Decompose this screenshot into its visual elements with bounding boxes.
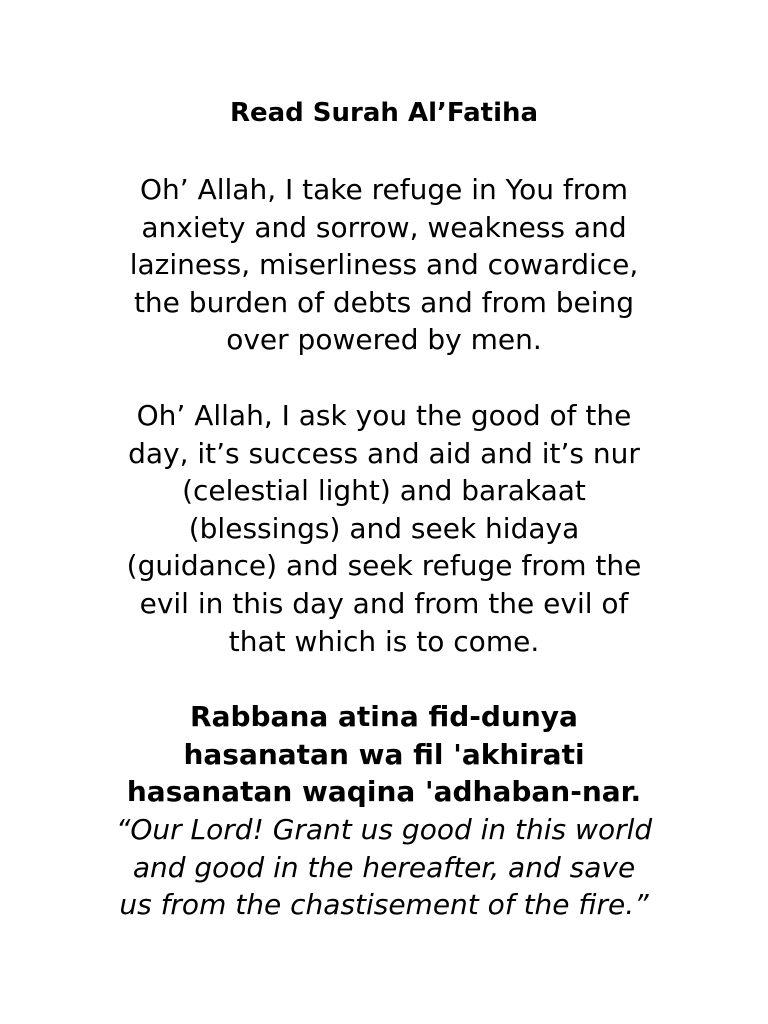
dua-translation: “Our Lord! Grant us good in this world and good in the hereafter, and save us from the chastisement of the fire.” [115,813,653,922]
morning-supplication-paragraph: Oh’ Allah, I ask you the good of the day, it’s success and aid and it’s nur (celestial light) and barakaat (blessings) and seek hidaya (guidance) and seek refuge from the evil in this day and from the evil of that which is to come. [126,399,642,658]
page-title: Read Surah Al’Fatiha [229,98,539,128]
dua-transliteration: Rabbana atina fid-dunya hasanatan wa fil 'akhirati hasanatan waqina 'adhaban-nar. [126,700,642,809]
refuge-paragraph: Oh’ Allah, I take refuge in You from anxiety and sorrow, weakness and laziness, miserliness and cowardice, the burden of debts and from being over powered by men. [129,173,639,357]
